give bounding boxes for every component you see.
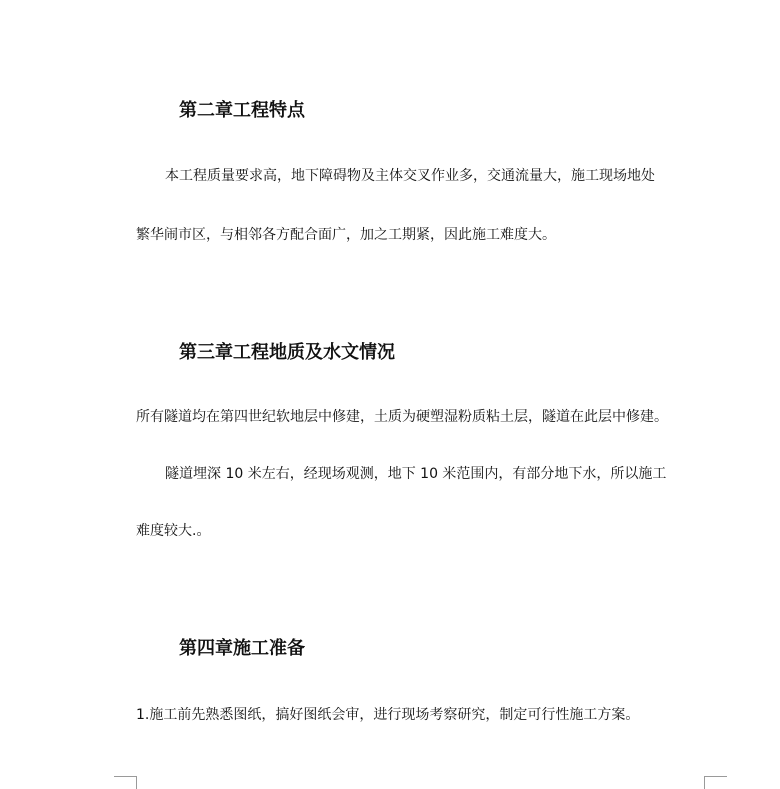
paragraph-line: 隧道埋深 10 米左右，经现场观测，地下 10 米范围内，有部分地下水，所以施工	[165, 466, 667, 482]
page-corner-mark-left	[114, 776, 137, 789]
paragraph-line: 本工程质量要求高，地下障碍物及主体交叉作业多，交通流量大，施工现场地处	[165, 168, 655, 184]
chapter-4-heading: 第四章施工准备	[179, 638, 305, 659]
chapter-3-heading: 第三章工程地质及水文情况	[179, 342, 395, 363]
paragraph-line: 难度较大.。	[136, 523, 211, 539]
page-corner-mark-right	[704, 776, 727, 789]
paragraph-line: 所有隧道均在第四世纪软地层中修建，土质为硬塑湿粉质粘土层，隧道在此层中修建。	[136, 409, 668, 425]
chapter-2-heading: 第二章工程特点	[179, 100, 305, 121]
paragraph-line: 繁华闹市区，与相邻各方配合面广，加之工期紧，因此施工难度大。	[136, 227, 556, 243]
paragraph-line: 1.施工前先熟悉图纸，搞好图纸会审，进行现场考察研究，制定可行性施工方案。	[136, 707, 640, 723]
